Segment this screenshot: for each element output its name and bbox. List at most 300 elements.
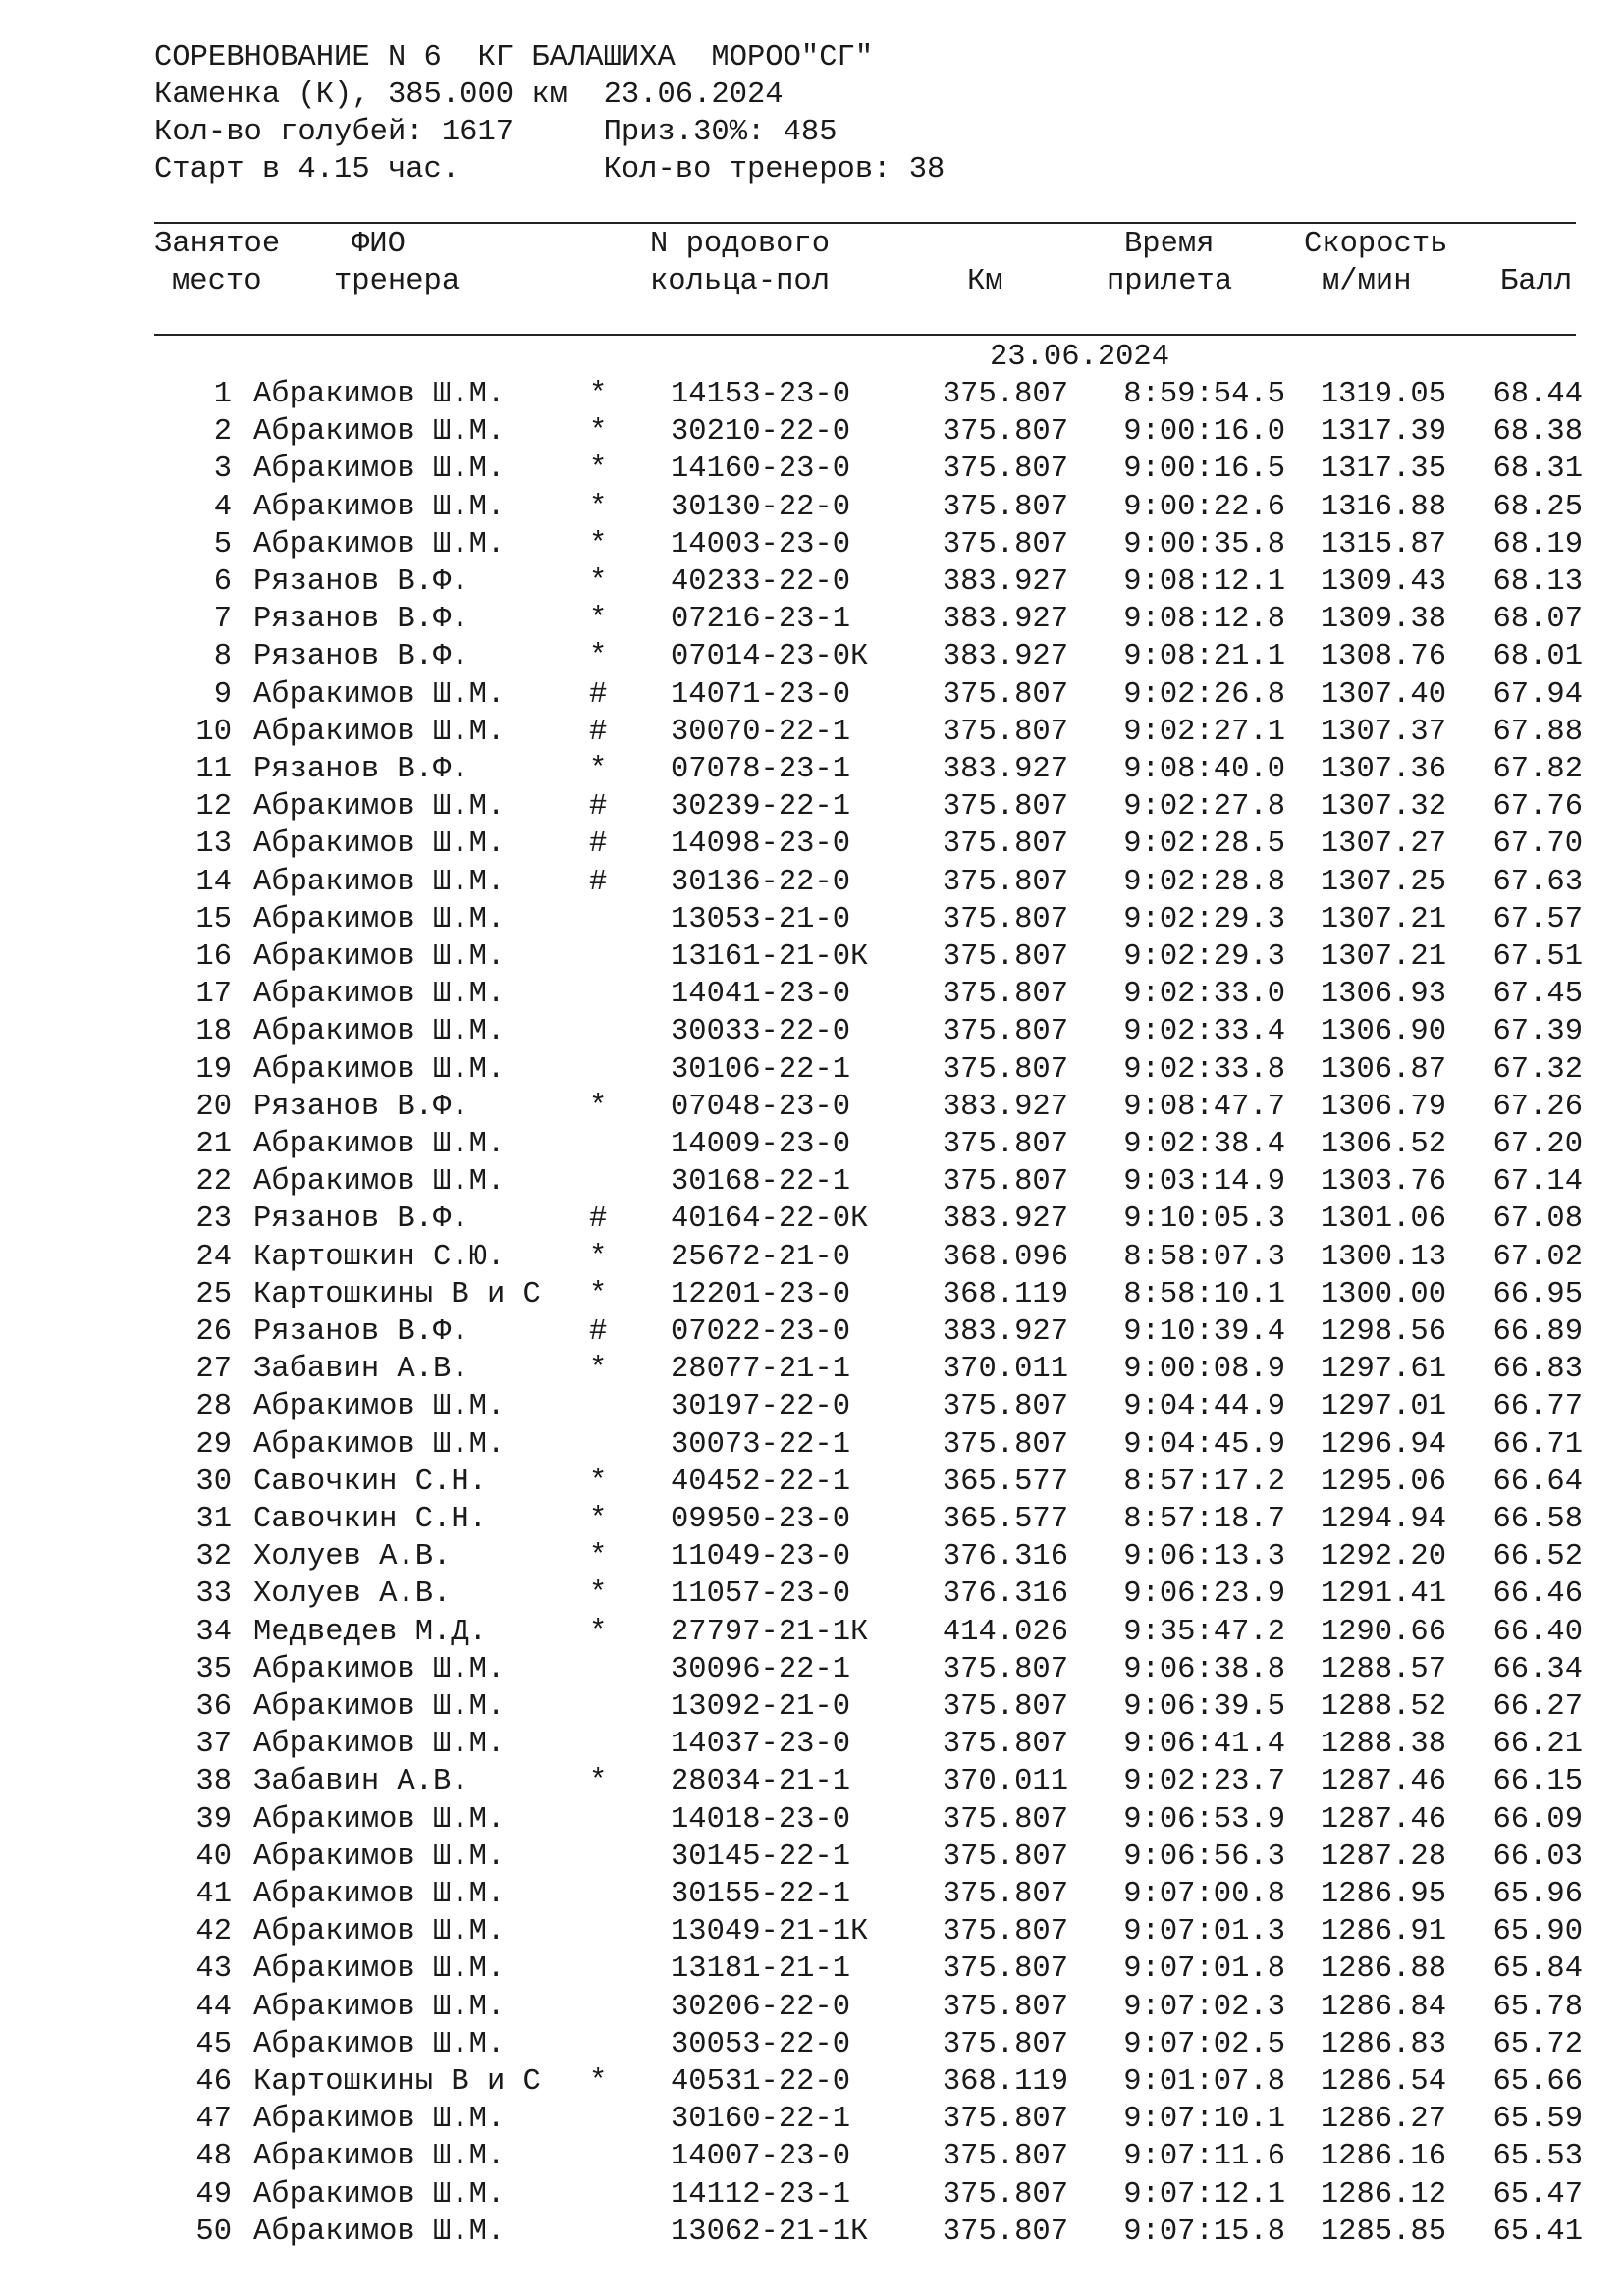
cell-km: 414.026 [942, 1615, 1068, 1649]
cell-speed: 1306.79 [1320, 1090, 1446, 1124]
cell-ring: 14041-23-0 [671, 978, 851, 1012]
cell-time: 9:00:16.5 [1123, 453, 1285, 487]
cell-place: 8 [213, 640, 232, 674]
table-row [0, 1801, 1624, 1839]
cell-time: 9:06:13.3 [1123, 1540, 1285, 1575]
cell-time: 9:08:12.1 [1123, 565, 1285, 599]
cell-name: Абракимов Ш.М. [253, 490, 506, 524]
cell-km: 375.807 [942, 1390, 1068, 1424]
cell-name: Абракимов Ш.М. [253, 790, 506, 825]
cell-place: 26 [195, 1315, 232, 1349]
cell-km: 383.927 [942, 753, 1068, 786]
cell-speed: 1301.06 [1320, 1202, 1446, 1237]
table-row [0, 2214, 1624, 2251]
header-start-time: Старт в 4.15 час. Кол-во тренеров: 38 [154, 153, 946, 187]
cell-speed: 1287.46 [1320, 1802, 1446, 1837]
cell-ring: 28077-21-1 [671, 1353, 851, 1387]
cell-speed: 1308.76 [1320, 640, 1446, 674]
cell-time: 9:07:00.8 [1123, 1878, 1285, 1911]
cell-time: 9:07:01.8 [1123, 1952, 1285, 1987]
cell-time: 9:01:07.8 [1123, 2065, 1285, 2099]
cell-ring: 30073-22-1 [671, 1427, 851, 1462]
cell-name: Абракимов Ш.М. [253, 527, 506, 561]
cell-time: 9:06:56.3 [1123, 1840, 1285, 1874]
cell-name: Абракимов Ш.М. [253, 1728, 506, 1762]
table-row [0, 938, 1624, 976]
cell-place: 11 [195, 753, 232, 786]
cell-place: 19 [195, 1052, 232, 1087]
cell-speed: 1288.38 [1320, 1728, 1446, 1762]
cell-time: 9:00:35.8 [1123, 527, 1285, 561]
cell-place: 50 [195, 2215, 232, 2249]
cell-score: 67.51 [1492, 940, 1583, 974]
cell-mark: # [589, 677, 608, 712]
cell-name: Рязанов В.Ф. [253, 1315, 469, 1349]
table-row [0, 1913, 1624, 1950]
cell-mark: * [589, 1465, 608, 1499]
cell-mark: # [589, 828, 608, 862]
cell-name: Абракимов Ш.М. [253, 2027, 506, 2061]
cell-place: 12 [195, 790, 232, 825]
cell-score: 68.01 [1492, 640, 1583, 674]
cell-km: 375.807 [942, 1128, 1068, 1161]
cell-score: 66.95 [1492, 1277, 1583, 1311]
cell-speed: 1286.54 [1320, 2065, 1446, 2099]
cell-name: Абракимов Ш.М. [253, 1990, 506, 2024]
cell-score: 67.88 [1492, 715, 1583, 749]
cell-km: 375.807 [942, 1690, 1068, 1724]
cell-speed: 1307.27 [1320, 828, 1446, 862]
cell-time: 9:02:33.4 [1123, 1015, 1285, 1049]
cell-name: Холуев А.В. [253, 1577, 452, 1612]
table-row [0, 2138, 1624, 2175]
cell-ring: 07022-23-0 [671, 1315, 851, 1349]
cell-speed: 1303.76 [1320, 1165, 1446, 1200]
cell-km: 376.316 [942, 1540, 1068, 1575]
cell-score: 67.82 [1492, 753, 1583, 786]
cell-ring: 14071-23-0 [671, 677, 851, 712]
cell-score: 67.02 [1492, 1240, 1583, 1274]
cell-speed: 1287.28 [1320, 1840, 1446, 1874]
cell-name: Забавин А.В. [253, 1765, 469, 1799]
cell-score: 65.90 [1492, 1915, 1583, 1949]
cell-name: Абракимов Ш.М. [253, 1802, 506, 1837]
cell-place: 18 [195, 1015, 232, 1049]
cell-place: 4 [213, 490, 232, 524]
cell-ring: 30096-22-1 [671, 1652, 851, 1686]
cell-score: 65.53 [1492, 2140, 1583, 2174]
table-row [0, 1051, 1624, 1089]
cell-ring: 40233-22-0 [671, 565, 851, 599]
cell-km: 375.807 [942, 2215, 1068, 2249]
table-row [0, 563, 1624, 601]
cell-km: 383.927 [942, 1090, 1068, 1124]
cell-speed: 1319.05 [1320, 378, 1446, 411]
cell-ring: 14018-23-0 [671, 1802, 851, 1837]
cell-km: 375.807 [942, 1052, 1068, 1087]
cell-km: 365.577 [942, 1503, 1068, 1536]
cell-time: 9:02:28.8 [1123, 865, 1285, 899]
cell-km: 370.011 [942, 1353, 1068, 1387]
cell-ring: 13053-21-0 [671, 902, 851, 936]
table-row [0, 1276, 1624, 1313]
cell-score: 66.64 [1492, 1465, 1583, 1499]
cell-name: Абракимов Ш.М. [253, 2215, 506, 2249]
cell-km: 375.807 [942, 453, 1068, 487]
cell-ring: 14037-23-0 [671, 1728, 851, 1762]
cell-name: Абракимов Ш.М. [253, 715, 506, 749]
cell-ring: 07216-23-1 [671, 603, 851, 637]
table-row [0, 901, 1624, 938]
cell-km: 375.807 [942, 865, 1068, 899]
cell-time: 9:02:27.1 [1123, 715, 1285, 749]
cell-km: 375.807 [942, 1165, 1068, 1200]
cell-speed: 1317.39 [1320, 415, 1446, 450]
cell-km: 375.807 [942, 940, 1068, 974]
cell-speed: 1286.88 [1320, 1952, 1446, 1987]
cell-place: 24 [195, 1240, 232, 1274]
cell-name: Абракимов Ш.М. [253, 828, 506, 862]
cell-score: 65.78 [1492, 1990, 1583, 2024]
cell-time: 9:10:05.3 [1123, 1202, 1285, 1237]
cell-time: 8:58:10.1 [1123, 1277, 1285, 1311]
cell-time: 9:02:23.7 [1123, 1765, 1285, 1799]
cell-place: 14 [195, 865, 232, 899]
table-row [0, 526, 1624, 563]
cell-place: 29 [195, 1427, 232, 1462]
cell-speed: 1286.84 [1320, 1990, 1446, 2024]
cell-time: 9:08:21.1 [1123, 640, 1285, 674]
cell-name: Абракимов Ш.М. [253, 940, 506, 974]
cell-place: 47 [195, 2103, 232, 2137]
cell-name: Савочкин С.Н. [253, 1503, 487, 1536]
cell-score: 65.41 [1492, 2215, 1583, 2249]
cell-time: 9:02:27.8 [1123, 790, 1285, 825]
cell-mark: * [589, 565, 608, 599]
col-time-top: Время [1124, 228, 1215, 261]
cell-speed: 1297.01 [1320, 1390, 1446, 1424]
cell-ring: 30197-22-0 [671, 1390, 851, 1424]
cell-place: 39 [195, 1802, 232, 1837]
cell-time: 9:07:02.5 [1123, 2027, 1285, 2061]
top-rule [154, 222, 1576, 224]
cell-place: 30 [195, 1465, 232, 1499]
col-ring-top: N родового [650, 228, 831, 261]
table-row [0, 1013, 1624, 1050]
cell-mark: # [589, 1315, 608, 1349]
cell-score: 67.26 [1492, 1090, 1583, 1124]
cell-ring: 40452-22-1 [671, 1465, 851, 1499]
cell-place: 31 [195, 1503, 232, 1536]
cell-name: Картошкины В и С [253, 2065, 541, 2099]
table-row [0, 451, 1624, 488]
cell-place: 34 [195, 1615, 232, 1649]
cell-ring: 28034-21-1 [671, 1765, 851, 1799]
cell-km: 375.807 [942, 790, 1068, 825]
cell-time: 9:00:16.0 [1123, 415, 1285, 450]
cell-name: Абракимов Ш.М. [253, 1165, 506, 1200]
cell-speed: 1285.85 [1320, 2215, 1446, 2249]
cell-ring: 14003-23-0 [671, 527, 851, 561]
cell-place: 35 [195, 1652, 232, 1686]
cell-place: 37 [195, 1728, 232, 1762]
table-row [0, 376, 1624, 413]
cell-name: Абракимов Ш.М. [253, 2177, 506, 2212]
cell-km: 375.807 [942, 2027, 1068, 2061]
cell-km: 376.316 [942, 1577, 1068, 1612]
table-row [0, 2026, 1624, 2063]
cell-mark: * [589, 603, 608, 637]
cell-place: 3 [213, 453, 232, 487]
cell-time: 8:59:54.5 [1123, 378, 1285, 411]
table-row [0, 1464, 1624, 1501]
cell-place: 33 [195, 1577, 232, 1612]
cell-place: 40 [195, 1840, 232, 1874]
cell-name: Абракимов Ш.М. [253, 1015, 506, 1049]
cell-time: 9:02:28.5 [1123, 828, 1285, 862]
cell-time: 9:10:39.4 [1123, 1315, 1285, 1349]
cell-place: 21 [195, 1128, 232, 1161]
cell-speed: 1298.56 [1320, 1315, 1446, 1349]
table-row [0, 676, 1624, 714]
cell-speed: 1315.87 [1320, 527, 1446, 561]
cell-mark: * [589, 1090, 608, 1124]
cell-name: Абракимов Ш.М. [253, 1390, 506, 1424]
cell-name: Медведев М.Д. [253, 1615, 487, 1649]
table-row [0, 2101, 1624, 2138]
table-row [0, 413, 1624, 451]
cell-km: 375.807 [942, 2177, 1068, 2212]
cell-speed: 1306.87 [1320, 1052, 1446, 1087]
cell-name: Рязанов В.Ф. [253, 565, 469, 599]
cell-place: 25 [195, 1277, 232, 1311]
cell-place: 15 [195, 902, 232, 936]
cell-place: 23 [195, 1202, 232, 1237]
cell-ring: 13092-21-0 [671, 1690, 851, 1724]
cell-ring: 14153-23-0 [671, 378, 851, 411]
cell-ring: 07048-23-0 [671, 1090, 851, 1124]
cell-score: 68.25 [1492, 490, 1583, 524]
table-row [0, 1651, 1624, 1688]
cell-ring: 30033-22-0 [671, 1015, 851, 1049]
col-place-top: Занятое [154, 228, 281, 261]
cell-time: 9:03:14.9 [1123, 1165, 1285, 1200]
cell-ring: 13062-21-1К [671, 2215, 869, 2249]
cell-name: Абракимов Ш.М. [253, 1952, 506, 1987]
cell-ring: 12201-23-0 [671, 1277, 851, 1311]
cell-mark: * [589, 1577, 608, 1612]
cell-speed: 1307.37 [1320, 715, 1446, 749]
cell-speed: 1290.66 [1320, 1615, 1446, 1649]
table-row [0, 864, 1624, 901]
cell-time: 9:06:38.8 [1123, 1652, 1285, 1686]
cell-place: 2 [213, 415, 232, 450]
cell-score: 65.59 [1492, 2103, 1583, 2137]
cell-speed: 1309.43 [1320, 565, 1446, 599]
cell-km: 368.119 [942, 2065, 1068, 2099]
cell-time: 9:07:10.1 [1123, 2103, 1285, 2137]
cell-name: Картошкины В и С [253, 1277, 541, 1311]
table-row [0, 1726, 1624, 1763]
cell-place: 27 [195, 1353, 232, 1387]
cell-km: 383.927 [942, 1202, 1068, 1237]
cell-time: 9:06:53.9 [1123, 1802, 1285, 1837]
cell-place: 46 [195, 2065, 232, 2099]
cell-score: 66.34 [1492, 1652, 1583, 1686]
cell-score: 66.09 [1492, 1802, 1583, 1837]
table-row [0, 1839, 1624, 1876]
cell-speed: 1307.25 [1320, 865, 1446, 899]
cell-place: 7 [213, 603, 232, 637]
cell-km: 383.927 [942, 1315, 1068, 1349]
cell-place: 9 [213, 677, 232, 712]
cell-score: 67.94 [1492, 677, 1583, 712]
cell-score: 66.52 [1492, 1540, 1583, 1575]
cell-speed: 1316.88 [1320, 490, 1446, 524]
cell-time: 9:06:23.9 [1123, 1577, 1285, 1612]
cell-score: 68.38 [1492, 415, 1583, 450]
cell-name: Абракимов Ш.М. [253, 865, 506, 899]
cell-mark: * [589, 1240, 608, 1274]
cell-speed: 1286.95 [1320, 1878, 1446, 1911]
cell-mark: * [589, 753, 608, 786]
cell-ring: 30155-22-1 [671, 1878, 851, 1911]
cell-mark: # [589, 715, 608, 749]
cell-speed: 1300.13 [1320, 1240, 1446, 1274]
cell-ring: 30070-22-1 [671, 715, 851, 749]
cell-time: 9:02:38.4 [1123, 1128, 1285, 1161]
cell-time: 9:02:26.8 [1123, 677, 1285, 712]
cell-ring: 40531-22-0 [671, 2065, 851, 2099]
cell-speed: 1297.61 [1320, 1353, 1446, 1387]
cell-mark: * [589, 1765, 608, 1799]
cell-km: 375.807 [942, 527, 1068, 561]
cell-score: 67.39 [1492, 1015, 1583, 1049]
cell-place: 13 [195, 828, 232, 862]
cell-ring: 40164-22-0К [671, 1202, 869, 1237]
cell-km: 383.927 [942, 640, 1068, 674]
cell-speed: 1306.93 [1320, 978, 1446, 1012]
cell-ring: 25672-21-0 [671, 1240, 851, 1274]
cell-name: Абракимов Ш.М. [253, 1878, 506, 1911]
cell-mark: # [589, 1202, 608, 1237]
cell-place: 43 [195, 1952, 232, 1987]
table-row [0, 1575, 1624, 1613]
cell-km: 375.807 [942, 415, 1068, 450]
cell-ring: 30053-22-0 [671, 2027, 851, 2061]
cell-ring: 14007-23-0 [671, 2140, 851, 2174]
cell-score: 67.70 [1492, 828, 1583, 862]
cell-ring: 30206-22-0 [671, 1990, 851, 2024]
cell-time: 9:07:02.3 [1123, 1990, 1285, 2024]
cell-score: 65.47 [1492, 2177, 1583, 2212]
date-row: 23.06.2024 [990, 341, 1170, 374]
table-row [0, 2063, 1624, 2101]
table-row [0, 1950, 1624, 1988]
cell-name: Абракимов Ш.М. [253, 378, 506, 411]
cell-place: 28 [195, 1390, 232, 1424]
cell-km: 375.807 [942, 978, 1068, 1012]
cell-mark: # [589, 790, 608, 825]
table-row [0, 1089, 1624, 1126]
cell-mark: # [589, 865, 608, 899]
cell-name: Рязанов В.Ф. [253, 603, 469, 637]
table-row [0, 489, 1624, 526]
table-row [0, 601, 1624, 638]
cell-speed: 1286.83 [1320, 2027, 1446, 2061]
cell-speed: 1296.94 [1320, 1427, 1446, 1462]
cell-name: Абракимов Ш.М. [253, 453, 506, 487]
table-row [0, 2176, 1624, 2214]
cell-time: 9:07:11.6 [1123, 2140, 1285, 2174]
cell-time: 9:06:39.5 [1123, 1690, 1285, 1724]
cell-speed: 1286.91 [1320, 1915, 1446, 1949]
cell-speed: 1307.40 [1320, 677, 1446, 712]
cell-place: 16 [195, 940, 232, 974]
cell-score: 66.21 [1492, 1728, 1583, 1762]
cell-speed: 1307.21 [1320, 940, 1446, 974]
cell-score: 65.72 [1492, 2027, 1583, 2061]
table-row [0, 1501, 1624, 1538]
table-row [0, 1426, 1624, 1464]
cell-mark: * [589, 1353, 608, 1387]
cell-km: 375.807 [942, 378, 1068, 411]
table-row [0, 976, 1624, 1013]
cell-name: Рязанов В.Ф. [253, 753, 469, 786]
cell-time: 9:02:33.8 [1123, 1052, 1285, 1087]
cell-score: 66.03 [1492, 1840, 1583, 1874]
cell-name: Абракимов Ш.М. [253, 1128, 506, 1161]
cell-km: 375.807 [942, 1427, 1068, 1462]
cell-time: 8:57:17.2 [1123, 1465, 1285, 1499]
cell-time: 9:07:01.3 [1123, 1915, 1285, 1949]
cell-name: Абракимов Ш.М. [253, 902, 506, 936]
cell-ring: 30239-22-1 [671, 790, 851, 825]
cell-speed: 1286.16 [1320, 2140, 1446, 2174]
cell-ring: 07014-23-0К [671, 640, 869, 674]
cell-ring: 11049-23-0 [671, 1540, 851, 1575]
cell-km: 375.807 [942, 1652, 1068, 1686]
col-time-bottom: прилета [1107, 265, 1233, 298]
cell-time: 9:35:47.2 [1123, 1615, 1285, 1649]
cell-score: 66.15 [1492, 1765, 1583, 1799]
cell-name: Абракимов Ш.М. [253, 415, 506, 450]
header-competition: СОРЕВНОВАНИЕ N 6 КГ БАЛАШИХА МОРОО"СГ" [154, 41, 874, 75]
cell-ring: 13161-21-0К [671, 940, 869, 974]
cell-time: 9:04:45.9 [1123, 1427, 1285, 1462]
cell-time: 9:04:44.9 [1123, 1390, 1285, 1424]
cell-ring: 30168-22-1 [671, 1165, 851, 1200]
cell-ring: 30106-22-1 [671, 1052, 851, 1087]
cell-name: Забавин А.В. [253, 1353, 469, 1387]
cell-name: Абракимов Ш.М. [253, 2103, 506, 2137]
cell-speed: 1286.12 [1320, 2177, 1446, 2212]
cell-km: 375.807 [942, 1952, 1068, 1987]
cell-time: 9:02:29.3 [1123, 940, 1285, 974]
col-name-top: ФИО [352, 228, 406, 261]
col-name-bottom: тренера [334, 265, 460, 298]
cell-ring: 30160-22-1 [671, 2103, 851, 2137]
cell-km: 375.807 [942, 1990, 1068, 2024]
cell-ring: 13181-21-1 [671, 1952, 851, 1987]
cell-km: 375.807 [942, 1728, 1068, 1762]
cell-score: 66.40 [1492, 1615, 1583, 1649]
cell-speed: 1307.32 [1320, 790, 1446, 825]
bottom-rule [154, 334, 1576, 336]
cell-km: 375.807 [942, 1878, 1068, 1911]
cell-speed: 1287.46 [1320, 1765, 1446, 1799]
col-speed-bottom: м/мин [1322, 265, 1412, 298]
